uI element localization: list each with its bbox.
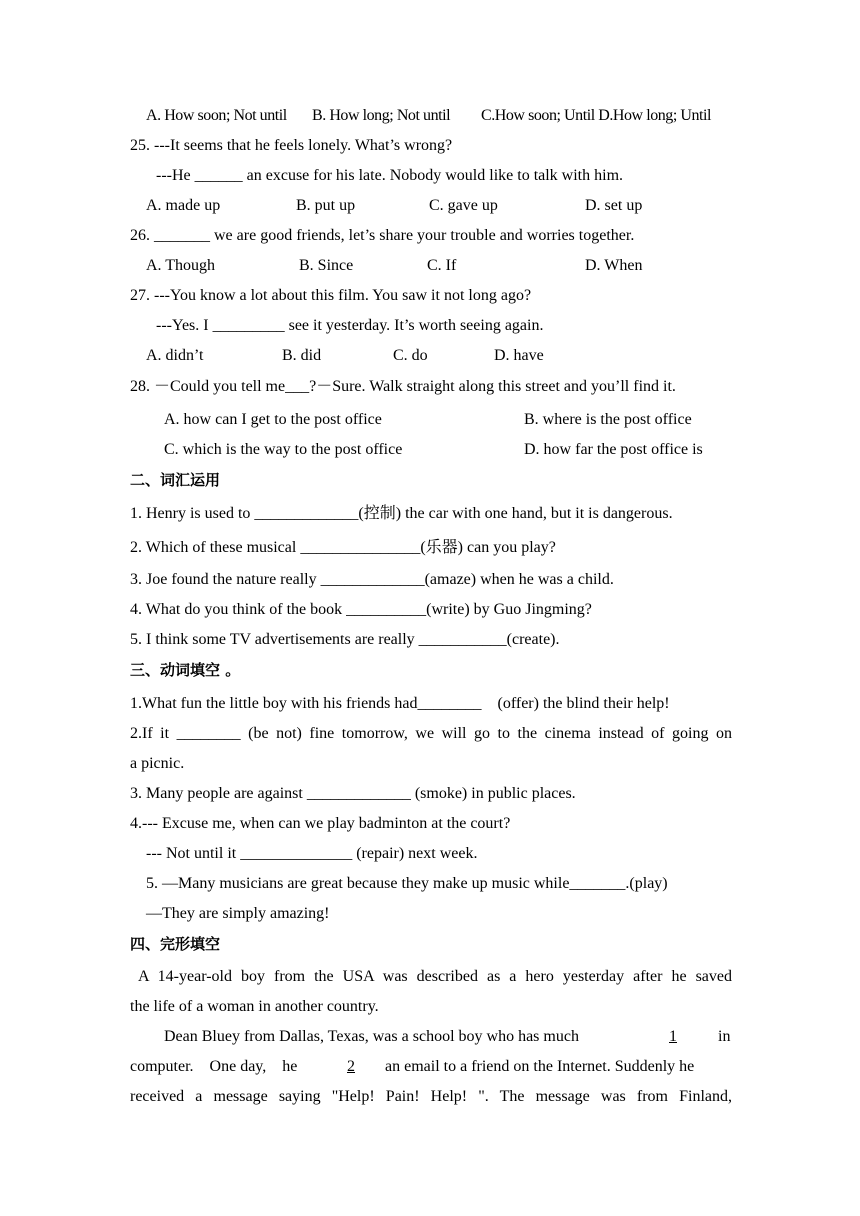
vocab-item-4: 4. What do you think of the book __________(write) by Guo Jingming? <box>130 601 592 618</box>
verb-item-3: 3. Many people are against _____________ (smoke) in public places. <box>130 785 576 802</box>
q27-option-c: C. do <box>393 347 428 364</box>
q26-option-b: B. Since <box>299 257 354 274</box>
q24-option-a: A. How soon; Not until <box>146 107 287 124</box>
verb-item-4-question: 4.--- Excuse me, when can we play badminton at the court? <box>130 815 511 832</box>
verb-item-2-line2: a picnic. <box>130 755 185 772</box>
verb-item-5-question: 5. —Many musicians are great because they make up music while_______.(play) <box>146 875 668 892</box>
cloze-para2-line2-start: computer. One day, he <box>130 1058 298 1075</box>
q24-option-c-d: C.How soon; Until D.How long; Until <box>481 107 712 124</box>
q27-reply: ---Yes. I _________ see it yesterday. It’s worth seeing again. <box>156 317 544 334</box>
q27-stem: 27. ---You know a lot about this film. You saw it not long ago? <box>130 287 532 304</box>
cloze-para2-line2-end: an email to a friend on the Internet. Suddenly he <box>385 1058 695 1075</box>
section2-heading: 二、词汇运用 <box>130 471 221 489</box>
q28-stem: 28. －Could you tell me___?－Sure. Walk straight along this street and you’ll find it. <box>130 378 676 395</box>
cloze-blank-2: 2 <box>347 1058 355 1075</box>
q28-option-b: B. where is the post office <box>524 411 692 428</box>
q26-option-a: A. Though <box>146 257 216 274</box>
verb-item-5-answer: —They are simply amazing! <box>146 905 330 922</box>
vocab-item-1: 1. Henry is used to _____________(控制) the car with one hand, but it is dangerous. <box>130 505 673 522</box>
verb-item-4-answer: --- Not until it ______________ (repair) next week. <box>146 845 478 862</box>
q25-reply: ---He ______ an excuse for his late. Nobody would like to talk with him. <box>156 167 624 184</box>
cloze-blank-1: 1 <box>669 1028 677 1045</box>
q26-stem: 26. _______ we are good friends, let’s share your trouble and worries together. <box>130 227 635 244</box>
cloze-para2-line3: received a message saying "Help! Pain! Help! ". The message was from Finland, <box>130 1088 732 1105</box>
q27-option-d: D. have <box>494 347 544 364</box>
q28-option-d: D. how far the post office is <box>524 441 703 458</box>
q27-option-a: A. didn’t <box>146 347 204 364</box>
q27-option-b: B. did <box>282 347 322 364</box>
q25-option-a: A. made up <box>146 197 221 214</box>
verb-item-2-line1: 2.If it ________ (be not) fine tomorrow, we will go to the cinema instead of going on <box>130 725 732 742</box>
cloze-para2-line1-text: Dean Bluey from Dallas, Texas, was a school boy who has much <box>164 1028 579 1045</box>
cloze-para2-line1-end: in <box>718 1028 731 1045</box>
q26-option-d: D. When <box>585 257 643 274</box>
section4-heading: 四、完形填空 <box>130 935 221 953</box>
q25-option-d: D. set up <box>585 197 643 214</box>
q26-option-c: C. If <box>427 257 457 274</box>
section3-heading: 三、动词填空 。 <box>130 661 241 679</box>
q24-option-b: B. How long; Not until <box>312 107 451 124</box>
cloze-para1-line1: A 14-year-old boy from the USA was described as a hero yesterday after he saved <box>138 968 732 985</box>
q25-stem: 25. ---It seems that he feels lonely. What’s wrong? <box>130 137 453 154</box>
q25-option-c: C. gave up <box>429 197 498 214</box>
cloze-para1-line2: the life of a woman in another country. <box>130 998 379 1015</box>
q25-option-b: B. put up <box>296 197 356 214</box>
verb-item-1: 1.What fun the little boy with his friends had________ (offer) the blind their help! <box>130 695 670 712</box>
vocab-item-2: 2. Which of these musical _______________(乐器) can you play? <box>130 539 556 556</box>
vocab-item-5: 5. I think some TV advertisements are really ___________(create). <box>130 631 560 648</box>
vocab-item-3: 3. Joe found the nature really _____________(amaze) when he was a child. <box>130 571 614 588</box>
q28-option-a: A. how can I get to the post office <box>164 411 382 428</box>
q28-option-c: C. which is the way to the post office <box>164 441 403 458</box>
